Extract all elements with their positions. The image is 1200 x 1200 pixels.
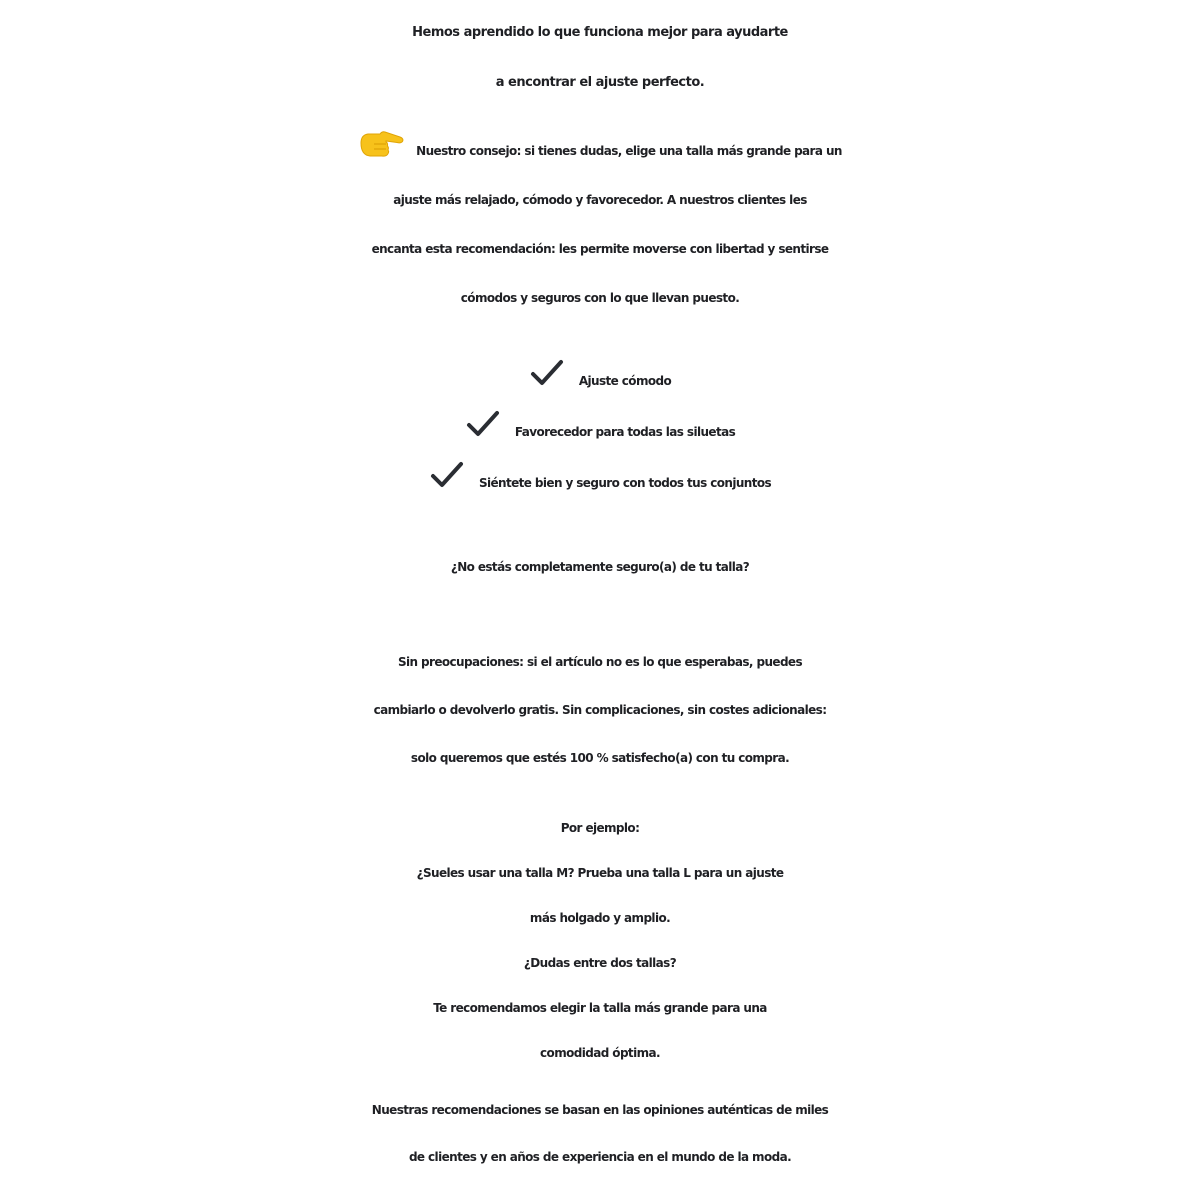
closing-line-1: Nuestras recomendaciones se basan en las opiniones auténticas de miles <box>371 1103 829 1117</box>
benefits-checklist <box>0 356 1200 509</box>
example-line-3: más holgado y amplio. <box>529 911 671 925</box>
tip-line-1 <box>0 127 1200 176</box>
reassurance-line-3: solo queremos que estés 100 % satisfecho(a) con tu compra. <box>410 751 790 765</box>
pointing-hand-icon <box>358 129 404 159</box>
tip-line-3: encanta esta recomendación: les permite moverse con libertad y sentirse <box>371 242 829 256</box>
checklist-item-label: Ajuste cómodo <box>578 374 672 388</box>
tip-line-1-text: Nuestro consejo: si tienes dudas, elige una talla más grande para un <box>416 144 842 158</box>
tip-line-2: ajuste más relajado, cómodo y favorecedor. A nuestros clientes les <box>393 193 807 207</box>
checkmark-icon <box>529 358 565 388</box>
headline-line-1: Hemos aprendido lo que funciona mejor para ayudarte <box>412 25 788 40</box>
headline-line-2: a encontrar el ajuste perfecto. <box>495 75 705 90</box>
checklist-item <box>0 458 1200 509</box>
size-question <box>0 542 1200 592</box>
checklist-item <box>0 356 1200 407</box>
example-line-5: Te recomendamos elegir la talla más grande para una <box>433 1001 767 1015</box>
checklist-item-label: Siéntete bien y seguro con todos tus conjuntos <box>478 476 772 490</box>
returns-reassurance <box>0 638 1200 782</box>
closing-note <box>0 1087 1200 1181</box>
size-example <box>0 806 1200 1076</box>
headline <box>0 8 1200 108</box>
checkmark-icon <box>465 409 501 439</box>
checklist-item-label: Favorecedor para todas las siluetas <box>514 425 736 439</box>
closing-line-2: de clientes y en años de experiencia en el mundo de la moda. <box>408 1150 792 1164</box>
example-line-4: ¿Dudas entre dos tallas? <box>523 956 677 970</box>
example-line-6: comodidad óptima. <box>540 1046 660 1060</box>
tip-paragraph <box>0 127 1200 323</box>
example-line-2: ¿Sueles usar una talla M? Prueba una talla L para un ajuste <box>416 866 784 880</box>
checkmark-icon <box>429 460 465 490</box>
example-line-1: Por ejemplo: <box>560 821 640 835</box>
tip-line-4: cómodos y seguros con lo que llevan puesto. <box>460 291 740 305</box>
question-text: ¿No estás completamente seguro(a) de tu talla? <box>450 560 750 574</box>
reassurance-line-1: Sin preocupaciones: si el artículo no es lo que esperabas, puedes <box>397 655 803 669</box>
reassurance-line-2: cambiarlo o devolverlo gratis. Sin complicaciones, sin costes adicionales: <box>373 703 827 717</box>
checklist-item <box>0 407 1200 458</box>
